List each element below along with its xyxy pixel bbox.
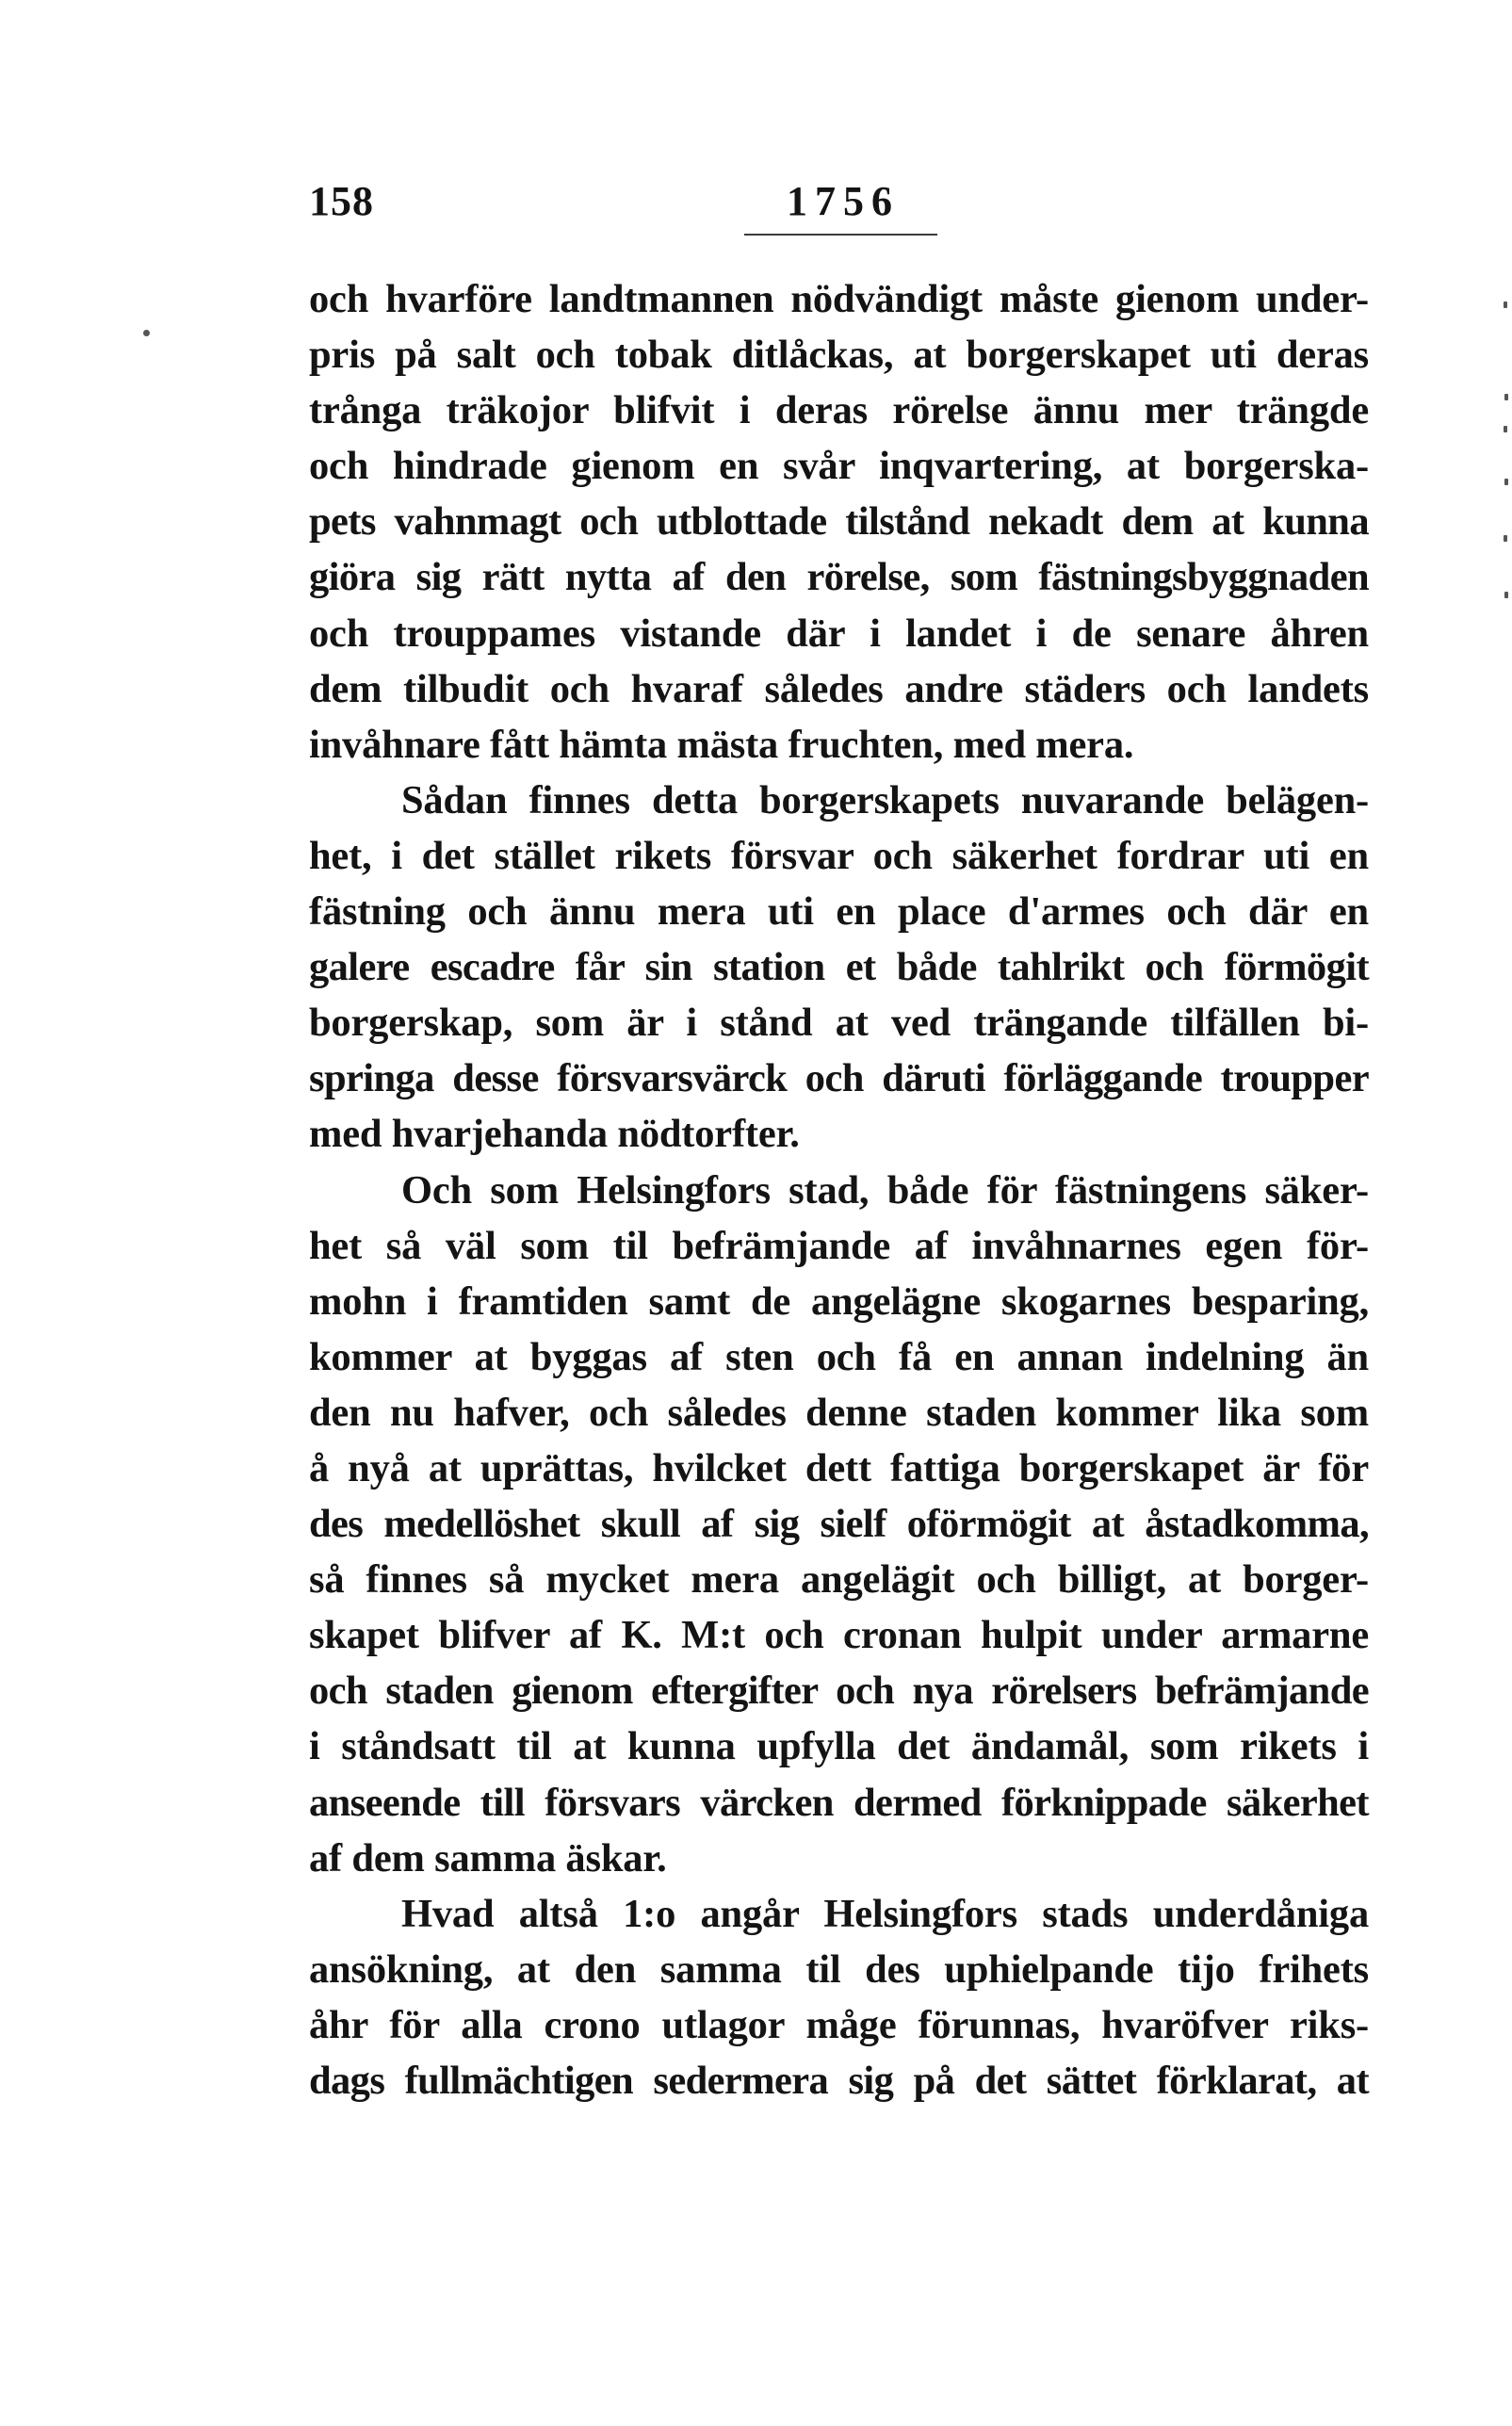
text-line: trånga träkojor blifvit i deras rörelse ännu mer trängde <box>309 388 1369 433</box>
text-line: och trouppames vistande där i landet i de senare åhren <box>309 611 1369 656</box>
text-line: Hvad altså 1:o angår Helsingfors stads underdåniga <box>401 1891 1369 1936</box>
text-line: borgerskap, som är i stånd at ved trängande tilfällen bi- <box>309 1001 1369 1046</box>
text-line: giöra sig rätt nytta af den rörelse, som fästningsbyggnaden <box>309 555 1369 600</box>
text-line: Sådan finnes detta borgerskapets nuvarande belägen- <box>401 777 1369 822</box>
text-line: galere escadre får sin station et både tahlrikt och förmögit <box>309 945 1369 990</box>
text-line: pets vahnmagt och utblottade tilstånd nekadt dem at kunna <box>309 499 1369 545</box>
text-line: des medellöshet skull af sig sielf oförmögit at åstadkomma, <box>309 1502 1369 1547</box>
text-line: dem tilbudit och hvaraf således andre städers och landets <box>309 666 1369 711</box>
text-line: i ståndsatt til at kunna upfylla det ändamål, som rikets i <box>309 1724 1369 1769</box>
scan-speck <box>1504 479 1508 485</box>
text-line: kommer at byggas af sten och få en annan indelning än <box>309 1334 1369 1379</box>
text-line: och hvarföre landtmannen nödvändigt måste gienom under- <box>309 277 1369 321</box>
text-line: ansökning, at den samma til des uphielpande tijo frihets <box>309 1946 1369 1992</box>
scan-speck <box>1504 394 1508 400</box>
scan-speck <box>1504 592 1508 598</box>
text-line: pris på salt och tobak ditlåckas, at borgerskapet uti deras <box>309 333 1369 378</box>
text-line: invåhnare fått hämta mästa fruchten, med mera. <box>309 722 1134 767</box>
text-line: och hindrade gienom en svår inqvartering, at borgerska- <box>309 444 1369 489</box>
text-line: mohn i framtiden samt de angelägne skogarnes besparing, <box>309 1278 1369 1324</box>
text-line: dags fullmächtigen sedermera sig på det sättet förklarat, at <box>309 2059 1369 2103</box>
text-line: den nu hafver, och således denne staden kommer lika som <box>309 1390 1369 1435</box>
text-line: med hvarjehanda nödtorfter. <box>309 1112 800 1157</box>
text-line: så finnes så mycket mera angelägit och billigt, at borger- <box>309 1557 1369 1603</box>
text-line: och staden gienom eftergifter och nya rörelsers befrämjande <box>309 1669 1369 1714</box>
text-line: het, i det stället rikets försvar och säkerhet fordrar uti en <box>309 833 1369 878</box>
text-line: å nyå at uprättas, hvilcket dett fattiga borgerskapet är för <box>309 1445 1369 1490</box>
text-line: skapet blifver af K. M:t och cronan hulpit under armarne <box>309 1613 1369 1658</box>
text-line: het så väl som til befrämjande af invåhnarnes egen för- <box>309 1223 1369 1268</box>
text-line: springa desse försvarsvärck och däruti förläggande troupper <box>309 1056 1369 1101</box>
text-line: åhr för alla crono utlagor måge förunnas, hvaröfver riks- <box>309 2002 1369 2047</box>
scan-speck <box>1504 301 1507 308</box>
scan-speck <box>143 330 150 336</box>
page-number: 158 <box>309 178 374 224</box>
header-underline <box>744 234 937 236</box>
scan-speck <box>1504 535 1507 542</box>
text-line: anseende till försvars värcken dermed förknippade säkerhet <box>309 1780 1369 1825</box>
text-line: fästning och ännu mera uti en place d'armes och där en <box>309 889 1369 935</box>
scan-speck <box>1504 426 1507 432</box>
text-line: Och som Helsingfors stad, både för fästningens säker- <box>401 1167 1369 1213</box>
running-head-year: 1756 <box>787 178 900 224</box>
text-line: af dem samma äskar. <box>309 1835 667 1881</box>
body-text <box>309 271 1369 2109</box>
